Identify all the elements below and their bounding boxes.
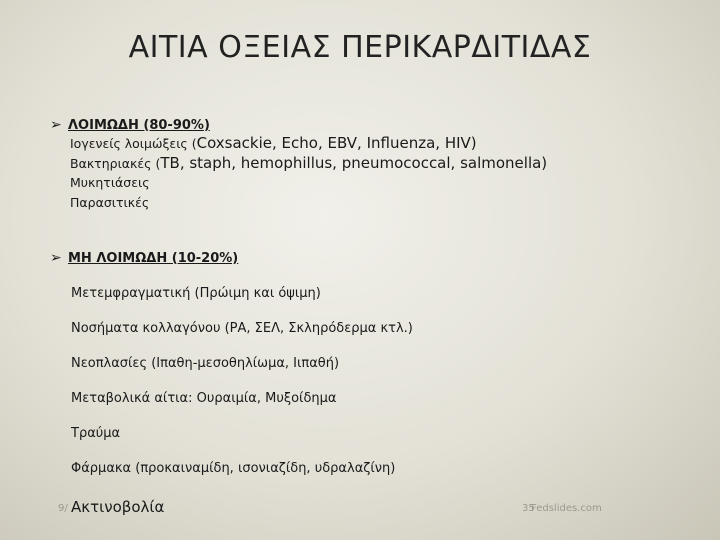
arrow-bullet-icon: ➢ xyxy=(50,250,62,266)
list-item: Νεοπλασίες (Ιπαθη-μεσοθηλίωμα, Ιιπαθή) xyxy=(71,356,340,371)
list-item: Νοσήματα κολλαγόνου (ΡΑ, ΣΕΛ, Σκληρόδερμα κτλ.) xyxy=(71,321,413,336)
list-item: Ιογενείς λοιμώξεις (Coxsackie, Echo, EBV, Influenza, HIV) xyxy=(70,134,477,152)
footer-site: Fedslides.com xyxy=(531,503,602,514)
noninfectious-list xyxy=(71,276,413,486)
list-item: Φάρμακα (προκαιναμίδη, ισονιαζίδη, υδραλαζίνη) xyxy=(71,461,396,476)
list-item: Παρασιτικές xyxy=(70,195,150,210)
list-item-last: Ακτινοβολία xyxy=(71,498,165,516)
page-number: 35 xyxy=(522,503,535,514)
section-heading xyxy=(50,250,413,266)
heading-noninfectious: ΜΗ ΛΟΙΜΩΔΗ (10-20%) xyxy=(68,250,239,266)
footer-date: 9/ xyxy=(58,503,68,514)
heading-infectious: ΛΟΙΜΩΔΗ (80-90%) xyxy=(68,117,210,133)
list-item: Μυκητιάσεις xyxy=(70,175,150,190)
infectious-list xyxy=(70,133,547,213)
section-noninfectious xyxy=(50,250,413,486)
section-heading xyxy=(50,117,547,133)
list-item: Τραύμα xyxy=(71,426,121,441)
list-item: Βακτηριακές (TB, staph, hemophillus, pneumococcal, salmonella) xyxy=(70,154,548,172)
arrow-bullet-icon: ➢ xyxy=(50,117,62,133)
list-item: Μεταβολικά αίτια: Ουραιμία, Μυξοίδημα xyxy=(71,391,337,406)
list-item: Μετεμφραγματική (Πρώιμη και όψιμη) xyxy=(71,286,321,301)
slide-title: ΑΙΤΙΑ ΟΞΕΙΑΣ ΠΕΡΙΚΑΡΔΙΤΙΔΑΣ xyxy=(128,30,592,65)
section-infectious xyxy=(50,117,547,213)
